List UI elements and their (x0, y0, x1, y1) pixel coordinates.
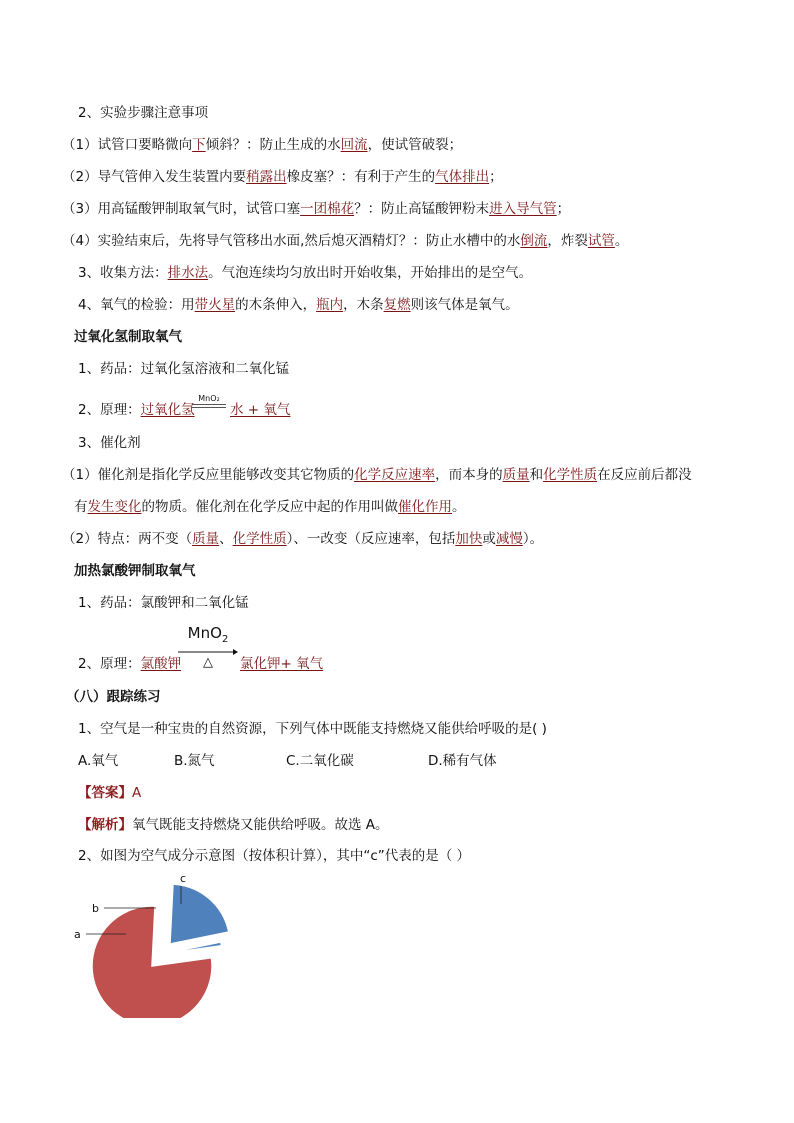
analysis-line (78, 816, 389, 834)
note-4: （4）实验结束后，先将导气管移出水面,然后熄灭酒精灯？：防止水槽中的水倒流，炸裂试管。 (62, 233, 629, 249)
question-2: 2、如图为空气成分示意图（按体积计算），其中“c”代表的是（ ） (78, 848, 471, 864)
answer-tag: 【答案】 (78, 785, 132, 801)
h2o2-drug: 1、药品：过氧化氢溶液和二氧化锰 (78, 361, 290, 377)
oxygen-test: 4、氧气的检验：用带火星的木条伸入，瓶内，木条复燃则该气体是氧气。 (78, 297, 519, 313)
note-3: （3）用高锰酸钾制取氧气时，试管口塞一团棉花？：防止高锰酸钾粉末进入导气管； (62, 201, 571, 217)
practice-heading: （八）跟踪练习 (66, 689, 161, 705)
catalyst-features: （2）特点：两不变（质量、化学性质）、一改变（反应速率，包括加快或减慢）。 (62, 531, 544, 547)
section-2-title: 2、实验步骤注意事项 (78, 105, 209, 121)
equals-sign (192, 404, 226, 408)
catalyst-label: MnO$_2$ (187, 624, 229, 645)
air-composition-pie-chart (60, 868, 230, 1018)
note-1: （1）试管口要略微向下倾斜？：防止生成的水回流，使试管破裂； (62, 137, 463, 153)
analysis-text: 氧气既能支持燃烧又能供给呼吸。故选 A。 (132, 817, 389, 833)
catalyst-title: 3、催化剂 (78, 435, 141, 451)
catalyst-def-2: 有发生变化的物质。催化剂在化学反应中起的作用叫做催化作用。 (74, 499, 466, 515)
q1-option-c: C.二氧化碳 (286, 753, 354, 769)
q1-option-a: A.氧气 (78, 753, 119, 769)
h2o2-reaction-arrow (192, 394, 226, 408)
note-2: （2）导气管伸入发生装置内要稍露出橡皮塞？：有利于产生的气体排出； (62, 169, 503, 185)
pie-label-b: b (92, 902, 99, 915)
h2o2-products: 水 + 氧气 (230, 402, 291, 418)
kclo3-products: 氯化钾+ 氧气 (240, 656, 324, 672)
heat-condition: △ (203, 655, 213, 670)
collection-method: 3、收集方法：排水法。气泡连续均匀放出时开始收集，开始排出的是空气。 (78, 265, 533, 281)
kclo3-principle: 2、原理：氯酸钾 (78, 656, 182, 672)
catalyst-label: MnO₂ (198, 394, 220, 403)
pie-label-c: c (180, 872, 187, 885)
question-1: 1、空气是一种宝贵的自然资源，下列气体中既能支持燃烧又能供给呼吸的是( ) (78, 721, 547, 737)
h2o2-principle: 2、原理：过氧化氢 (78, 402, 195, 418)
pie-slice-c (170, 884, 229, 944)
answer-value: A (132, 785, 142, 801)
h2o2-heading: 过氧化氢制取氧气 (74, 329, 182, 345)
pie-label-a: a (74, 928, 81, 941)
q1-option-b: B.氮气 (174, 753, 215, 769)
q1-option-d: D.稀有气体 (428, 753, 497, 769)
kclo3-drug: 1、药品：氯酸钾和二氧化锰 (78, 595, 249, 611)
kclo3-heading: 加热氯酸钾制取氧气 (74, 563, 196, 579)
answer-line (78, 784, 141, 802)
analysis-tag: 【解析】 (78, 817, 132, 833)
kclo3-reaction-arrow (178, 624, 238, 670)
catalyst-def-1: （1）催化剂是指化学反应里能够改变其它物质的化学反应速率，而本身的质量和化学性质在反应前后都没 (62, 467, 692, 483)
